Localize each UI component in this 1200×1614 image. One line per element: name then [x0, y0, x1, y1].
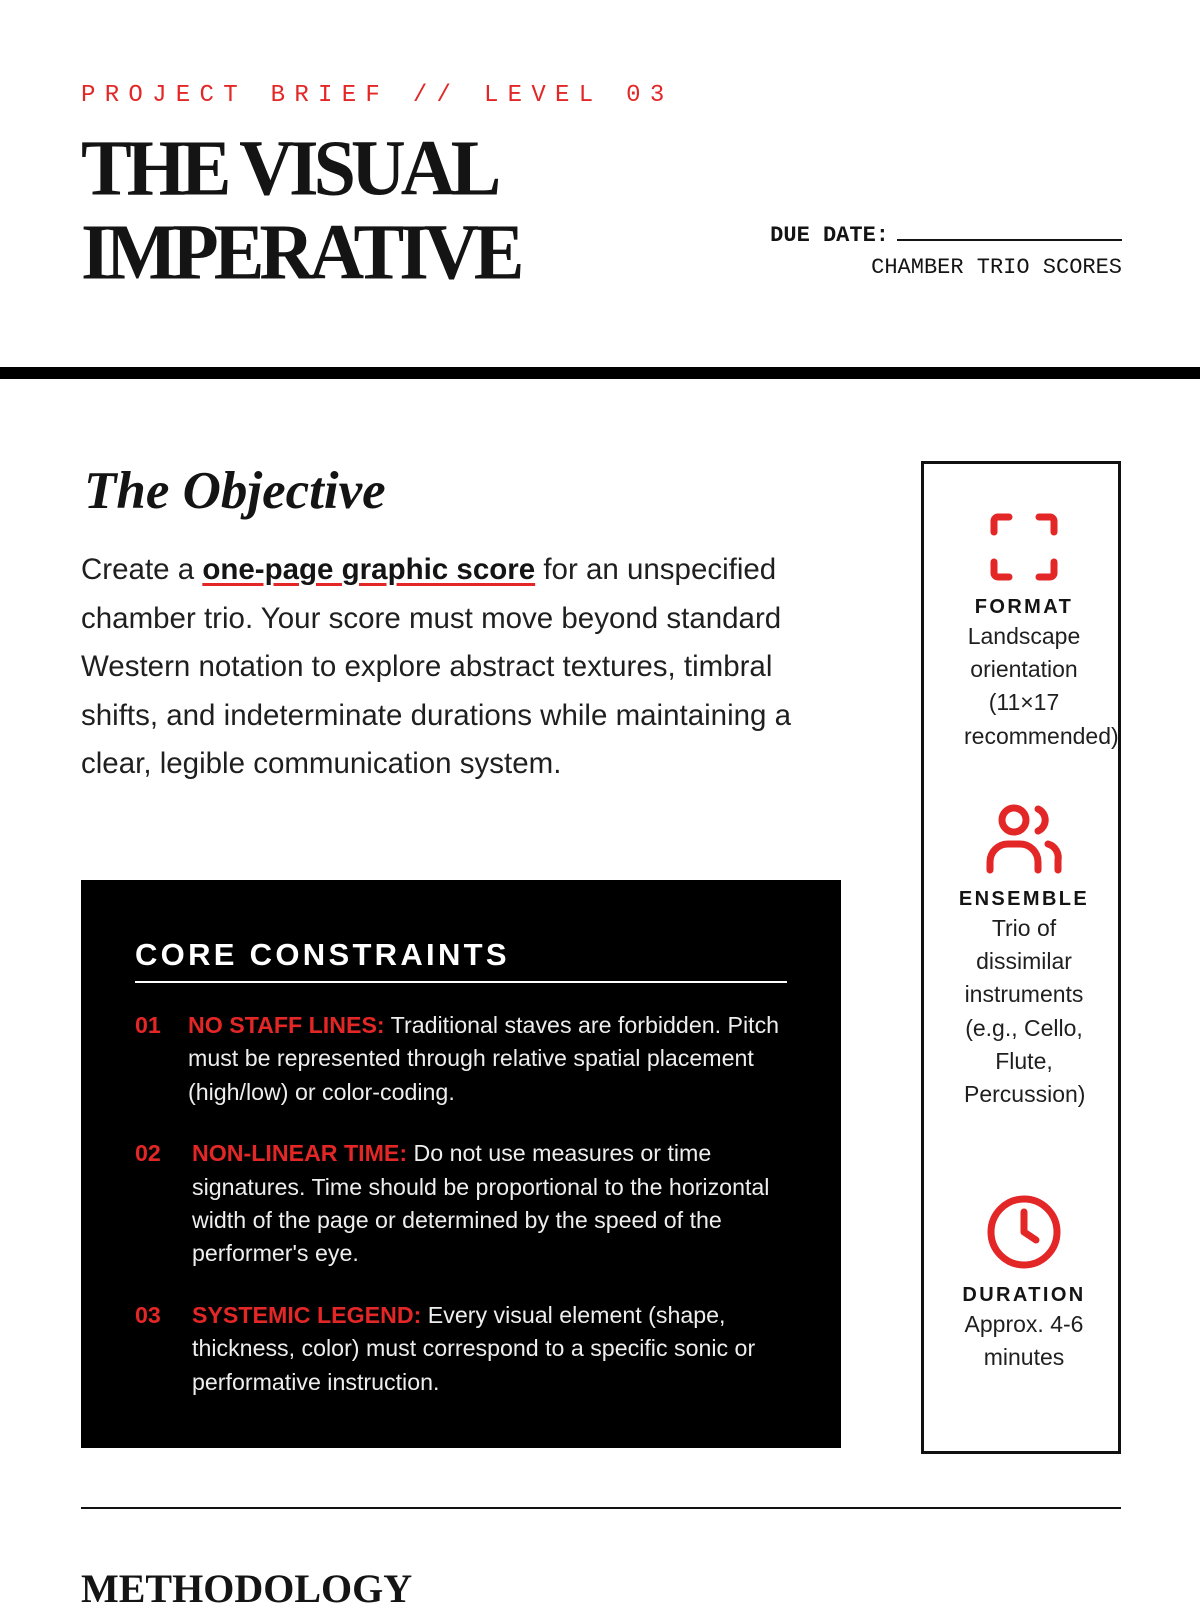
- due-date-blank[interactable]: [897, 221, 1122, 241]
- constraint-number: 01: [135, 1012, 161, 1038]
- spec-description: Approx. 4-6 minutes: [964, 1311, 1084, 1371]
- objective-body: [81, 546, 851, 789]
- constraint-item-03: [135, 1299, 787, 1399]
- methodology-heading: METHODOLOGY: [81, 1566, 413, 1611]
- spec-label: ENSEMBLE: [958, 888, 1090, 910]
- due-subtitle: CHAMBER TRIO SCORES: [871, 255, 1122, 280]
- objective-body-start: Create a: [81, 553, 203, 586]
- spec-description: Landscape orientation (11×17 recommended): [964, 623, 1119, 749]
- brief-header: [81, 78, 1121, 298]
- frame-corners-icon: [989, 512, 1059, 582]
- constraint-description: Do not use measures or time signatures. Time should be proportional to the horizontal width of the page or determined by the speed of the performer's eye.: [192, 1140, 770, 1267]
- constraint-description: Every visual element (shape, thickness, color) must correspond to a specific sonic or performative instruction.: [192, 1301, 756, 1395]
- due-date-label: DUE DATE:: [770, 223, 889, 248]
- section-divider: [81, 1507, 1121, 1509]
- spec-item-format: [924, 512, 1124, 753]
- constraint-heading: NO STAFF LINES:: [188, 1012, 385, 1038]
- spec-label: DURATION: [962, 1284, 1086, 1306]
- objective-title: The Objective: [84, 462, 386, 520]
- constraint-number: 03: [135, 1301, 161, 1328]
- spec-item-ensemble: [924, 804, 1124, 1111]
- main-title-line-2: IMPERATIVE: [81, 207, 520, 297]
- due-date-block: [770, 221, 1122, 285]
- users-icon: [986, 804, 1062, 874]
- main-title-line-1: THE VISUAL: [81, 123, 497, 213]
- spec-label: FORMAT: [974, 596, 1074, 618]
- constraint-text: [135, 1299, 787, 1399]
- header-divider: [0, 367, 1200, 379]
- constraint-heading: NON-LINEAR TIME:: [192, 1140, 408, 1167]
- objective-body-end: for an unspecified chamber trio. Your score must move beyond standard Western notation to explore abstract textures, timbral shifts, and indeterminate durations while maintaining a clear, legible communication system.: [81, 553, 792, 781]
- constraint-item-01: [135, 1009, 787, 1109]
- constraint-text: [135, 1009, 787, 1109]
- constraints-title: CORE CONSTRAINTS: [135, 937, 787, 983]
- constraint-description: Traditional staves are forbidden. Pitch must be represented through relative spatial placement (high/low) or color-coding.: [188, 1012, 780, 1105]
- constraint-text: [135, 1137, 787, 1271]
- clock-icon: [986, 1194, 1062, 1270]
- core-constraints-panel: [81, 880, 841, 1448]
- constraint-heading: SYSTEMIC LEGEND:: [192, 1301, 422, 1328]
- spec-item-duration: [924, 1194, 1124, 1374]
- objective-highlight: one-page graphic score: [202, 553, 536, 586]
- due-date-line: [770, 221, 1122, 251]
- constraint-item-02: [135, 1137, 787, 1271]
- constraint-number: 02: [135, 1140, 161, 1167]
- spec-description: Trio of dissimilar instruments (e.g., Cello, Flute, Percussion): [964, 915, 1086, 1108]
- spec-sidebar: [921, 461, 1121, 1454]
- project-kicker: PROJECT BRIEF // LEVEL 03: [81, 82, 674, 109]
